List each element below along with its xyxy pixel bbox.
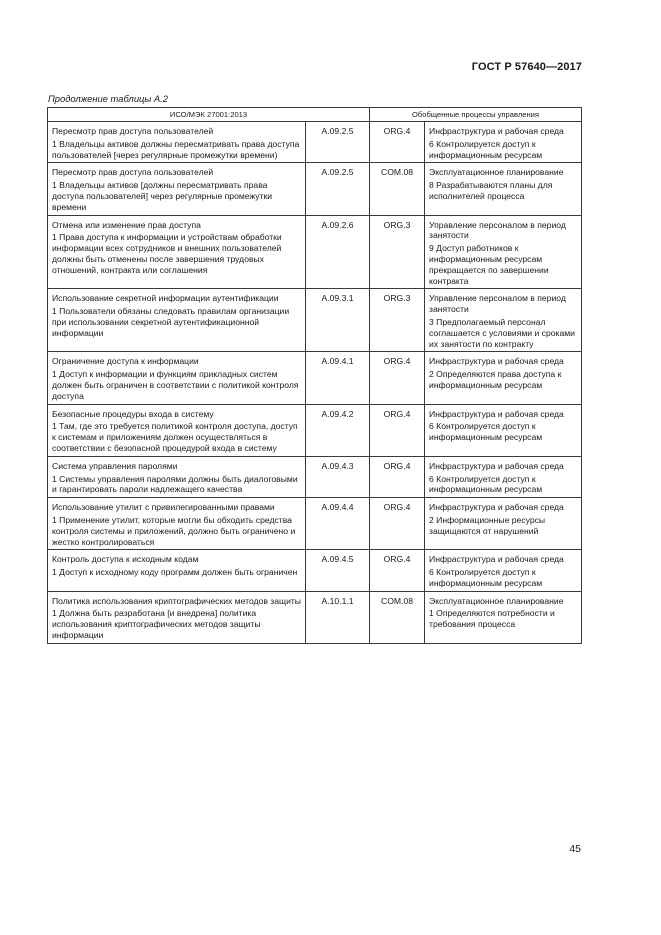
process-item: 6 Контролируется доступ к информационным ресурсам bbox=[429, 421, 543, 443]
requirement-title: Использование утилит с привилегированными правами bbox=[52, 502, 275, 513]
process-item: 3 Предполагаемый персонал соглашается с условиями и сроками их занятости по контракту bbox=[429, 316, 575, 349]
requirement-title: Ограничение доступа к информации bbox=[52, 356, 199, 367]
process-item: 1 Определяются потребности и требования процесса bbox=[429, 608, 555, 630]
requirement-title: Безопасные процедуры входа в систему bbox=[52, 408, 214, 419]
process-column-header: Обобщенные процессы управления bbox=[370, 108, 582, 122]
process-cell bbox=[425, 591, 582, 643]
table-row bbox=[48, 352, 582, 404]
table-row bbox=[48, 289, 582, 352]
process-code: COM.08 bbox=[370, 163, 425, 215]
process-item: 9 Доступ работников к информационным ресурсам прекращается по завершении контракта bbox=[429, 243, 549, 286]
control-number: A.10.1.1 bbox=[306, 591, 370, 643]
control-number: A.09.4.2 bbox=[306, 404, 370, 456]
requirement-text: 1 Владельцы активов [должны пересматривать права доступа пользователей] через регулярные промежутки времени bbox=[52, 180, 273, 212]
process-name: Инфраструктура и рабочая среда bbox=[429, 554, 564, 565]
control-number: A.09.2.6 bbox=[306, 215, 370, 289]
requirement-text: 1 Доступ к исходному коду программ должен быть ограничен bbox=[52, 567, 298, 578]
requirement-text: 1 Там, где это требуется политикой контроля доступа, доступ к системам и приложениям должен осуществляться в соответствии с безопасной процедурой входа в систему bbox=[52, 421, 298, 453]
control-number: A.09.3.1 bbox=[306, 289, 370, 352]
control-number: A.09.4.5 bbox=[306, 550, 370, 591]
iso-requirement-cell bbox=[48, 289, 306, 352]
table-row bbox=[48, 163, 582, 215]
process-cell bbox=[425, 550, 582, 591]
requirement-text: 1 Должна быть разработана [и внедрена] политика использования криптографических методов защиты информации bbox=[52, 608, 261, 641]
process-cell bbox=[425, 163, 582, 215]
process-code: ORG.3 bbox=[370, 215, 425, 289]
table-row bbox=[48, 215, 582, 289]
requirement-title: Использование секретной информации аутентификации bbox=[52, 293, 279, 304]
process-name: Инфраструктура и рабочая среда bbox=[429, 408, 564, 419]
process-name: Инфраструктура и рабочая среда bbox=[429, 356, 564, 367]
requirement-title: Контроль доступа к исходным кодам bbox=[52, 554, 199, 565]
requirement-title: Пересмотр прав доступа пользователей bbox=[52, 167, 214, 178]
requirement-text: 1 Доступ к информации и функциям прикладных систем должен быть ограничен в соответствии с политикой контроля доступа bbox=[52, 369, 299, 401]
process-name: Эксплуатационное планирование bbox=[429, 167, 564, 178]
process-cell bbox=[425, 122, 582, 163]
process-code: ORG.4 bbox=[370, 352, 425, 404]
table-row bbox=[48, 456, 582, 497]
table-row bbox=[48, 498, 582, 550]
iso-requirement-cell bbox=[48, 404, 306, 456]
process-code: ORG.4 bbox=[370, 456, 425, 497]
iso-requirement-cell bbox=[48, 163, 306, 215]
requirement-title: Политика использования криптографических методов защиты bbox=[52, 595, 301, 606]
process-name: Эксплуатационное планирование bbox=[429, 595, 564, 606]
iso-requirement-cell bbox=[48, 352, 306, 404]
process-item: 2 Информационные ресурсы защищаются от нарушений bbox=[429, 514, 546, 536]
process-item: 6 Контролируется доступ к информационным ресурсам bbox=[429, 567, 543, 588]
process-item: 6 Контролируется доступ к информационным ресурсам bbox=[429, 473, 543, 495]
control-number: A.09.2.5 bbox=[306, 122, 370, 163]
table-row bbox=[48, 122, 582, 163]
iso-requirement-cell bbox=[48, 498, 306, 550]
requirement-title: Пересмотр прав доступа пользователей bbox=[52, 126, 214, 136]
process-item: 2 Определяются права доступа к информационным ресурсам bbox=[429, 369, 562, 390]
process-item: 6 Контролируется доступ к информационным ресурсам bbox=[429, 138, 543, 160]
iso-requirement-cell bbox=[48, 591, 306, 643]
process-cell bbox=[425, 352, 582, 404]
process-name: Управление персоналом в период занятости bbox=[429, 219, 566, 241]
process-code: ORG.4 bbox=[370, 550, 425, 591]
requirement-text: 1 Системы управления паролями должны быть диалоговыми и гарантировать пароли надлежащего качества bbox=[52, 473, 298, 495]
process-name: Инфраструктура и рабочая среда bbox=[429, 502, 564, 513]
table-header-row bbox=[48, 108, 582, 122]
iso-requirement-cell bbox=[48, 456, 306, 497]
process-code: ORG.4 bbox=[370, 404, 425, 456]
table-row bbox=[48, 591, 582, 643]
process-cell bbox=[425, 289, 582, 352]
control-number: A.09.4.4 bbox=[306, 498, 370, 550]
process-code: ORG.4 bbox=[370, 122, 425, 163]
process-code: ORG.3 bbox=[370, 289, 425, 352]
process-code: COM.08 bbox=[370, 591, 425, 643]
iso-requirement-cell bbox=[48, 122, 306, 163]
mapping-table bbox=[47, 107, 582, 644]
table-caption: Продолжение таблицы А.2 bbox=[48, 93, 168, 104]
process-cell bbox=[425, 215, 582, 289]
page-number: 45 bbox=[569, 843, 581, 855]
table-row bbox=[48, 550, 582, 591]
requirement-text: 1 Применение утилит, которые могли бы обходить средства контроля системы и приложений, должно быть ограничено и жестко контролироваться bbox=[52, 514, 296, 547]
iso-requirement-cell bbox=[48, 550, 306, 591]
iso-column-header: ИСО/МЭК 27001:2013 bbox=[48, 108, 370, 122]
requirement-text: 1 Пользователи обязаны следовать правилам организации при использовании секретной аутентификационной информации bbox=[52, 306, 290, 338]
table-row bbox=[48, 404, 582, 456]
requirement-title: Система управления паролями bbox=[52, 460, 178, 471]
requirement-text: 1 Права доступа к информации и устройствам обработки информации всех сотрудников и внешних пользователей должны быть отменены после завершения трудовых отношений, контракта или соглашения bbox=[52, 232, 282, 275]
requirement-text: 1 Владельцы активов должны пересматривать права доступа пользователей [через регулярные промежутки времени) bbox=[52, 138, 300, 160]
iso-requirement-cell bbox=[48, 215, 306, 289]
process-name: Управление персоналом в период занятости bbox=[429, 293, 566, 315]
process-code: ORG.4 bbox=[370, 498, 425, 550]
control-number: A.09.4.1 bbox=[306, 352, 370, 404]
process-name: Инфраструктура и рабочая среда bbox=[429, 460, 564, 471]
control-number: A.09.4.3 bbox=[306, 456, 370, 497]
process-item: 8 Разрабатываются планы для исполнителей процесса bbox=[429, 180, 553, 201]
control-number: A.09.2.5 bbox=[306, 163, 370, 215]
document-code: ГОСТ Р 57640—2017 bbox=[471, 61, 582, 73]
process-cell bbox=[425, 456, 582, 497]
process-cell bbox=[425, 498, 582, 550]
process-cell bbox=[425, 404, 582, 456]
process-name: Инфраструктура и рабочая среда bbox=[429, 126, 564, 136]
requirement-title: Отмена или изменение прав доступа bbox=[52, 219, 201, 230]
